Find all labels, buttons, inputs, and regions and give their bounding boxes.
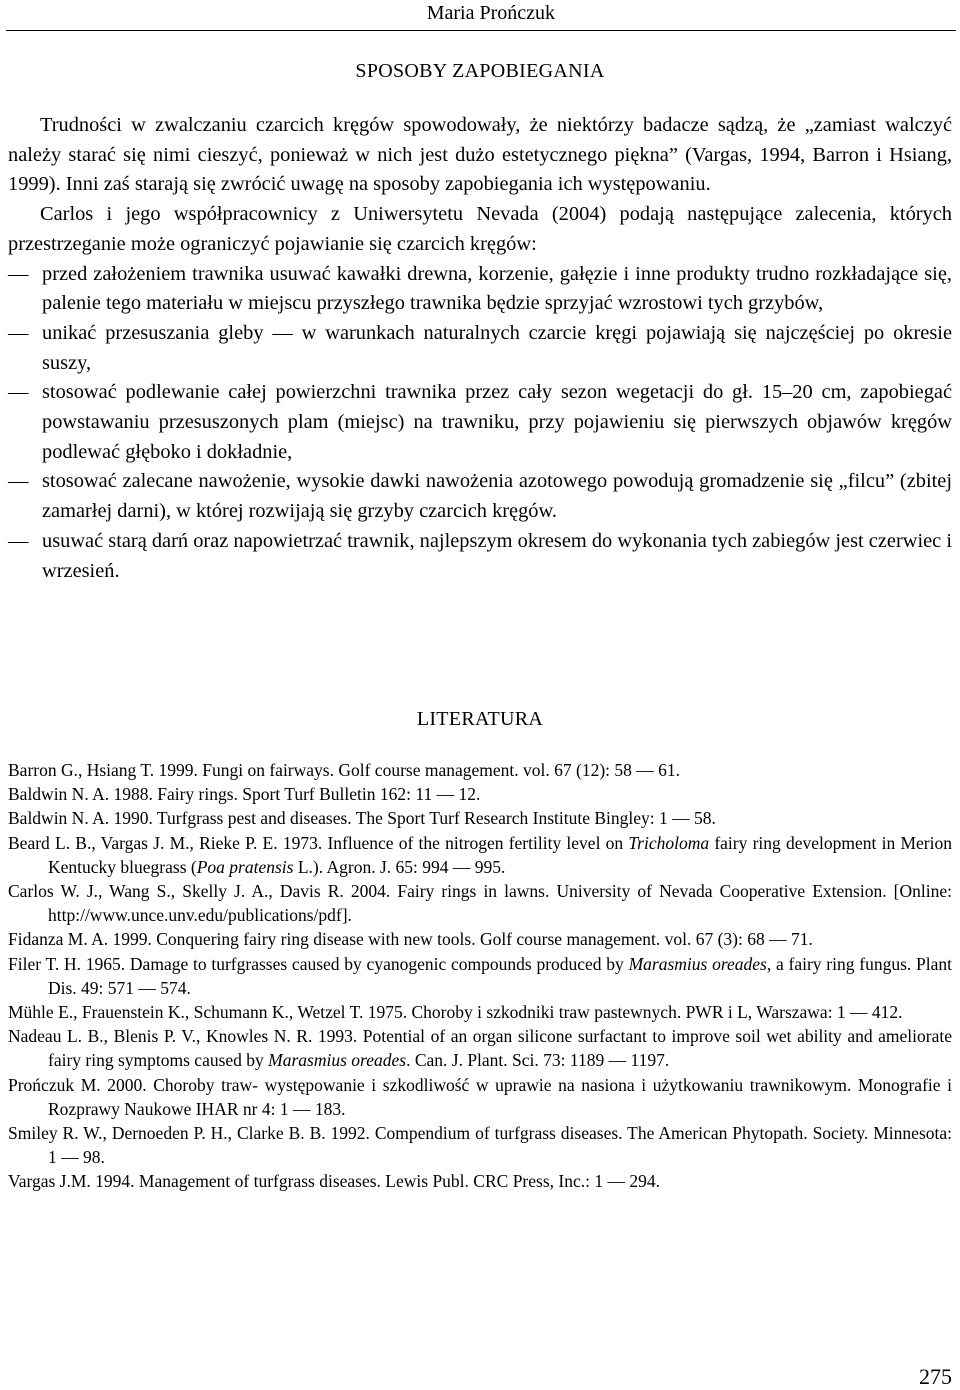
reference-item (8, 927, 952, 951)
reference-item (8, 1000, 952, 1024)
reference-text: Fidanza M. A. 1999. Conquering fairy ring disease with new tools. Golf course management. vol. 67 (3): 68 — 71. (8, 929, 813, 950)
list-item (8, 319, 952, 378)
reference-text: , a fairy ring fungus. Plant Dis. 49: 571 — 574. (48, 953, 953, 998)
dash-marker: — (8, 529, 29, 552)
reference-italic-taxon: Marasmius oreades (628, 953, 767, 974)
running-head-author: Maria Prończuk (426, 2, 555, 24)
dash-marker: — (8, 470, 29, 493)
reference-item (8, 782, 952, 806)
list-item (8, 260, 952, 319)
paragraph-intro: Trudności w zwalczaniu czarcich kręgów spowodowały, że niektórzy badacze sądzą, że „zamiast walczyć należy starać się nimi cieszyć, ponieważ w nich jest dużo estetycznego piękna” (Vargas, 1994, Barron i Hsiang, 1999). Inni zaś starają się zwrócić uwagę na sposoby zapobiegania ich występowaniu. (8, 114, 952, 196)
list-item (8, 467, 952, 526)
reference-text: Carlos W. J., Wang S., Skelly J. A., Davis R. 2004. Fairy rings in lawns. University of Nevada Cooperative Extension. [Online: http://www.unce.unv.edu/publications/pdf]. (8, 881, 952, 926)
list-item (8, 527, 952, 586)
reference-text: Barron G., Hsiang T. 1999. Fungi on fairways. Golf course management. vol. 67 (12): 58 — 61. (8, 760, 681, 780)
reference-item (8, 1169, 952, 1193)
dash-marker: — (8, 321, 29, 344)
recommendation-list (8, 260, 952, 587)
reference-text: . Can. J. Plant. Sci. 73: 1189 — 1197. (406, 1050, 670, 1071)
reference-text: Smiley R. W., Dernoeden P. H., Clarke B. B. 1992. Compendium of turfgrass diseases. The American Phytopath. Society. Minnesota: 1 — 98. (8, 1123, 952, 1168)
list-item-text: unikać przesuszania gleby — w warunkach naturalnych czarcie kręgi pojawiają się najczęściej po okresie suszy, (42, 321, 952, 374)
dash-marker: — (8, 262, 29, 285)
reference-item (8, 758, 952, 782)
reference-list (8, 758, 952, 1194)
list-item (8, 378, 952, 467)
reference-text: Filer T. H. 1965. Damage to turfgrasses caused by cyanogenic compounds produced by (8, 953, 629, 974)
reference-italic-taxon: Tricholoma (628, 832, 710, 853)
literature-title: LITERATURA (416, 708, 544, 730)
reference-item (8, 806, 952, 830)
list-item-text: usuwać starą darń oraz napowietrzać trawnik, najlepszym okresem do wykonania tych zabiegów jest czerwiec i wrzesień. (42, 529, 952, 582)
reference-text: Baldwin N. A. 1990. Turfgrass pest and diseases. The Sport Turf Research Institute Bingley: 1 — 58. (8, 808, 716, 829)
list-item-text: stosować podlewanie całej powierzchni trawnika przez cały sezon wegetacji do gł. 15–20 cm, zapobiegać powstawaniu przesuszonych plam (miejsc) na trawniku, przy pojawieniu się pierwszych objawów kręgów podlewać głęboko i dokładnie, (42, 381, 952, 463)
reference-item (8, 1073, 952, 1121)
reference-item (8, 952, 952, 1000)
reference-italic-taxon: Marasmius oreades (268, 1050, 407, 1071)
reference-text: Mühle E., Frauenstein K., Schumann K., Wetzel T. 1975. Choroby i szkodniki traw pastewnych. PWR i L, Warszawa: 1 — 412. (8, 1002, 903, 1023)
paragraph-recommendations: Carlos i jego współpracownicy z Uniwersytetu Nevada (2004) podają następujące zalecenia, których przestrzeganie może ograniczyć pojawianie się czarcich kręgów: (8, 203, 952, 255)
reference-italic-taxon: Poa pratensis (196, 856, 294, 877)
section-title: SPOSOBY ZAPOBIEGANIA (355, 60, 605, 82)
reference-text: Vargas J.M. 1994. Management of turfgrass diseases. Lewis Publ. CRC Press, Inc.: 1 — 294. (8, 1171, 660, 1192)
reference-text: Nadeau L. B., Blenis P. V., Knowles N. R. 1993. Potential of an organ silicone surfactant to improve soil wet ability and ameliorate fairy ring symptoms caused by (8, 1026, 952, 1071)
reference-text: Beard L. B., Vargas J. M., Rieke P. E. 1973. Influence of the nitrogen fertility level on (8, 832, 629, 853)
page-number: 275 (919, 1364, 952, 1389)
reference-text: L.). Agron. J. 65: 994 — 995. (293, 856, 506, 877)
header-rule (6, 30, 956, 31)
reference-item (8, 1024, 952, 1072)
reference-item (8, 831, 952, 879)
reference-text: fairy ring development in Merion Kentucky bluegrass ( (48, 832, 952, 877)
reference-item (8, 879, 952, 927)
reference-text: Baldwin N. A. 1988. Fairy rings. Sport Turf Bulletin 162: 11 — 12. (8, 784, 481, 805)
section-body (8, 111, 952, 586)
dash-marker: — (8, 381, 29, 404)
list-item-text: przed założeniem trawnika usuwać kawałki drewna, korzenie, gałęzie i inne produkty trudno rozkładające się, palenie tego materiału w miejscu przyszłego trawnika będzie sprzyjać wzrostowi tych grzybów, (42, 262, 952, 315)
reference-item (8, 1121, 952, 1169)
list-item-text: stosować zalecane nawożenie, wysokie dawki nawożenia azotowego powodują gromadzenie się „filcu” (zbitej zamarłej darni), w której rozwijają się grzyby czarcich kręgów. (42, 470, 952, 523)
reference-text: Prończuk M. 2000. Choroby traw- występowanie i szkodliwość w uprawie na nasiona i użytkowaniu trawnikowym. Monografie i Rozprawy Naukowe IHAR nr 4: 1 — 183. (8, 1074, 952, 1119)
